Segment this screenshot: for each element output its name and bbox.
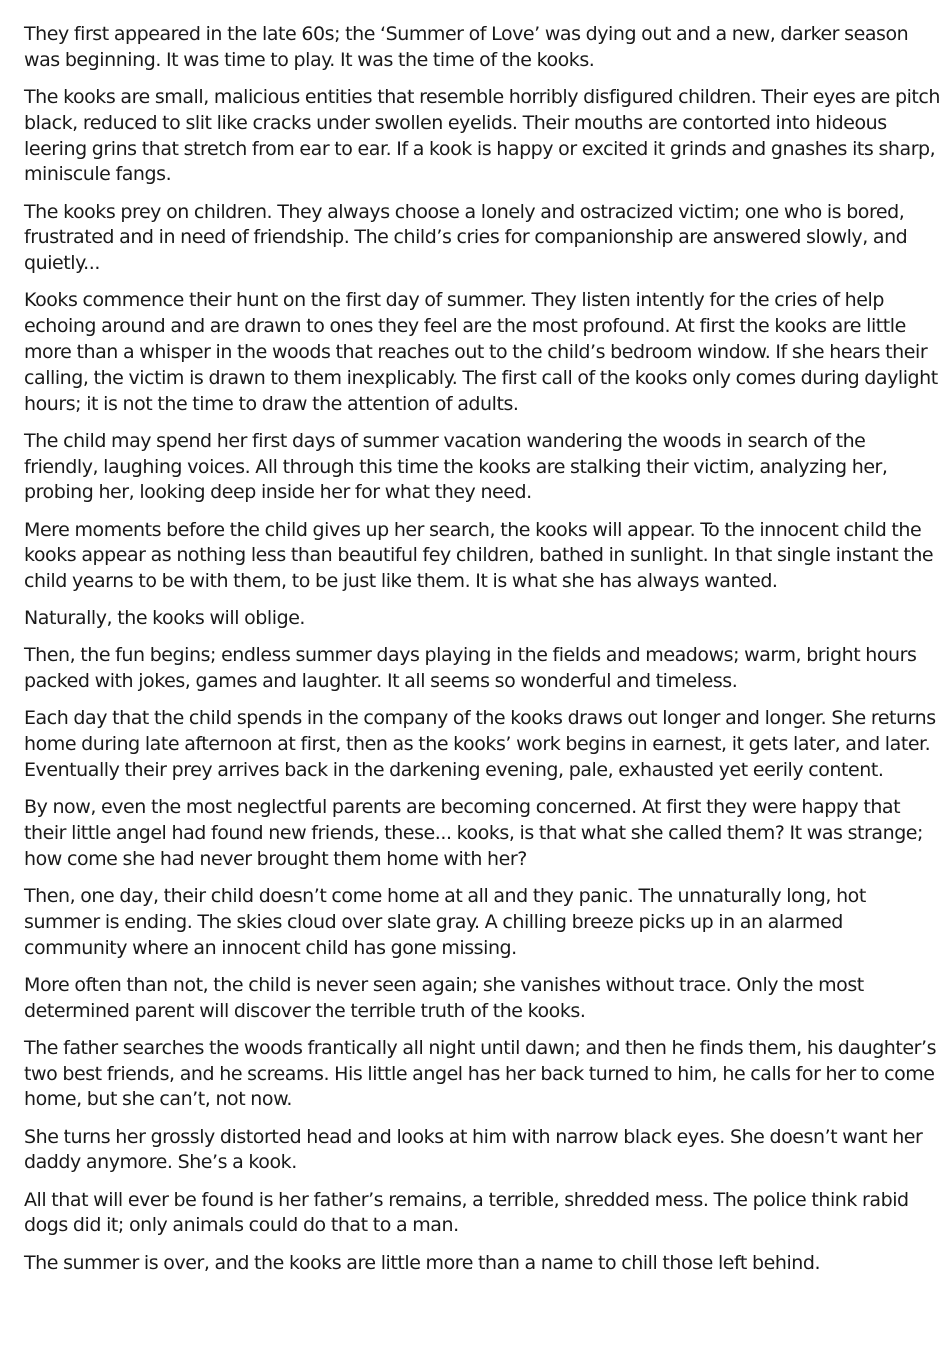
paragraph: Then, one day, their child doesn’t come home at all and they panic. The unnaturally long, hot summer is ending. The skies cloud over slate gray. A chilling breeze picks up in an alarmed community where an innocent child has gone missing. <box>24 885 866 959</box>
paragraph: Mere moments before the child gives up her search, the kooks will appear. To the innocent child the kooks appear as nothing less than beautiful fey children, bathed in sunlight. In that single instant the child yearns to be with them, to be just like them. It is what she has always wanted. <box>24 518 934 593</box>
paragraph: She turns her grossly distorted head and looks at him with narrow black eyes. She doesn’t want her daddy anymore. She’s a kook. <box>24 1125 923 1174</box>
paragraph: By now, even the most neglectful parents are becoming concerned. At first they were happy that their little angel had found new friends, these... kooks, is that what she called them? It was strange; how come she had never brought them home with her? <box>24 796 923 870</box>
paragraph: The kooks are small, malicious entities that resemble horribly disfigured children. Their eyes are pitch black, reduced to slit like cracks under swollen eyelids. Their mouths are contorted into hideous leering grins that stretch from ear to ear. If a kook is happy or excited it grinds and gnashes its sharp, miniscule fangs. <box>24 85 941 186</box>
paragraph: They first appeared in the late 60s; the ‘Summer of Love’ was dying out and a new, darker season was beginning. It was time to play. It was the time of the kooks. <box>24 23 909 71</box>
paragraph: More often than not, the child is never seen again; she vanishes without trace. Only the most determined parent will discover the terrible truth of the kooks. <box>24 973 864 1022</box>
document-body <box>24 22 942 1288</box>
paragraph: The child may spend her first days of summer vacation wandering the woods in search of the friendly, laughing voices. All through this time the kooks are stalking their victim, analyzing her, probing her, looking deep inside her for what they need. <box>24 429 888 504</box>
paragraph: All that will ever be found is her father’s remains, a terrible, shredded mess. The police think rabid dogs did it; only animals could do that to a man. <box>24 1188 909 1237</box>
paragraph: Kooks commence their hunt on the first day of summer. They listen intently for the cries of help echoing around and are drawn to ones they feel are the most profound. At first the kooks are little more than a whisper in the woods that reaches out to the child’s bedroom window. If she hears their calling, the victim is drawn to them inexplicably. The first call of the kooks only comes during daylight hours; it is not the time to draw the attention of adults. <box>24 289 938 415</box>
paragraph: The kooks prey on children. They always choose a lonely and ostracized victim; one who is bored, frustrated and in need of friendship. The child’s cries for companionship are answered slowly, and quietly... <box>24 200 908 275</box>
paragraph: The father searches the woods frantically all night until dawn; and then he finds them, his daughter’s two best friends, and he screams. His little angel has her back turned to him, he calls for her to come home, but she can’t, not now. <box>24 1036 937 1111</box>
paragraph: Then, the fun begins; endless summer days playing in the fields and meadows; warm, bright hours packed with jokes, games and laughter. It all seems so wonderful and timeless. <box>24 644 917 693</box>
paragraph: The summer is over, and the kooks are little more than a name to chill those left behind. <box>24 1251 821 1274</box>
paragraph: Naturally, the kooks will oblige. <box>24 607 306 630</box>
paragraph: Each day that the child spends in the company of the kooks draws out longer and longer. She returns home during late afternoon at first, then as the kooks’ work begins in earnest, it gets later, and later. Eventually their prey arrives back in the darkening evening, pale, exhausted yet eerily content. <box>24 707 936 782</box>
